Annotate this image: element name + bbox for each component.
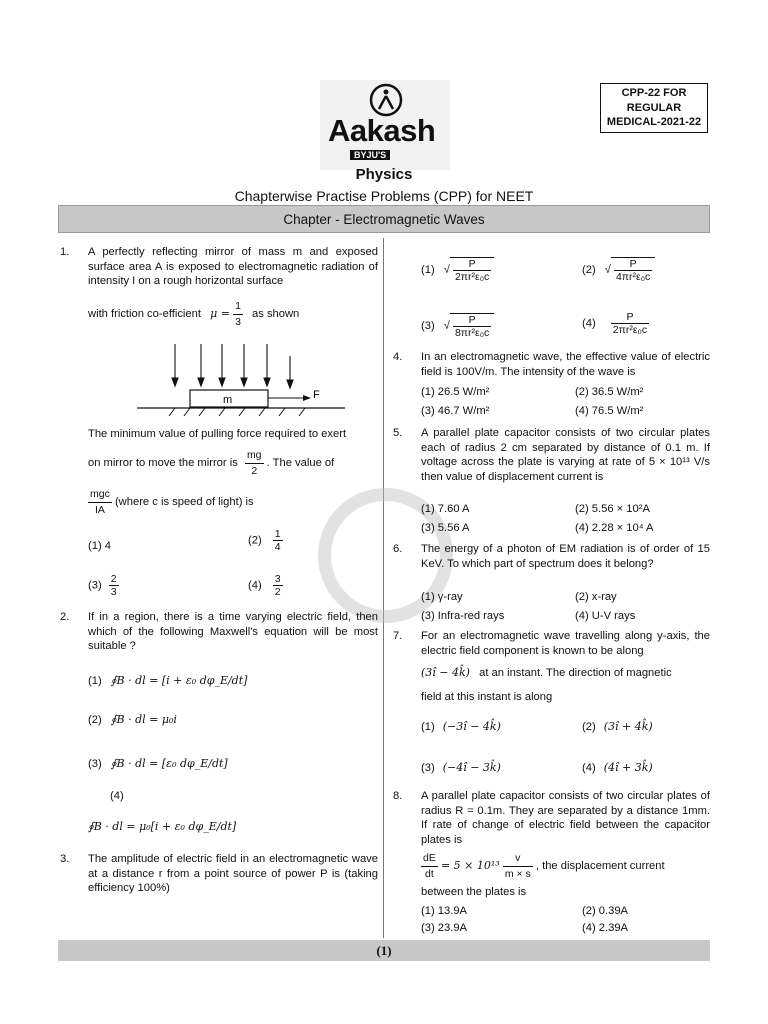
q7-text-line-b [421,666,710,681]
q1-text-f: . The value of [266,456,335,469]
aakash-logo-icon [369,83,403,117]
question-number: 7. [393,630,403,642]
page-subtitle: Chapterwise Practise Problems (CPP) for NEET [234,188,534,204]
option-2[interactable]: (2) $\frac{1}{4}$ [248,528,281,553]
option-4[interactable]: (4) (4î + 3k̂) [582,761,653,774]
q1-text-b: with friction co-efficient [88,307,201,320]
question-text: The amplitude of electric field in an electromagnetic wave at a distance r from a point source of power P is (taking efficiency 100%) [88,853,378,894]
option-3[interactable]: (3) Infra-red rays [421,610,505,622]
question-number: 5. [393,427,403,439]
question-text-line [88,299,378,329]
option-2[interactable]: (2) √ $\frac{P}{\text{4πr²ε₀c}}$ [582,257,655,283]
q1-text-d: The minimum value of pulling force required to exert [88,428,347,440]
diagram-force-label: F [313,389,320,401]
question-text: For an electromagnetic wave travelling along y-axis, the electric field component is known to be along [421,630,710,657]
question-text: The energy of a photon of EM radiation is of order of 15 KeV. To which part of spectrum does it belong? [421,543,710,570]
question-number: 4. [393,351,403,363]
page-number-bar: (1) [58,940,710,961]
chapter-bar: Chapter - Electromagnetic Waves [58,205,710,233]
option-1[interactable]: (1) (−3î − 4k̂) [421,720,501,733]
q8-equation-line [421,851,710,881]
fraction: $\frac{\text{mgc}}{IA}$ [90,488,110,516]
fraction: $\frac{1}{3}$ [235,300,241,328]
option-1[interactable]: (1) ∮B · dl = [i + ε₀ dφ_E/dt] [88,674,248,687]
cpp-line-2: REGULAR [626,101,682,114]
option-3[interactable]: (3) (−4î − 3k̂) [421,761,501,774]
option-4[interactable]: (4) 2.39A [582,922,629,934]
option-4[interactable]: (4) 2.28 × 10⁴ A [575,522,654,534]
option-4[interactable]: ∮B · dl = μ₀[i + ε₀ dφ_E/dt] [88,820,237,833]
q1-text-c: as shown [252,307,300,320]
q1-text-e: on mirror to move the mirror is [88,456,238,469]
option-3[interactable]: (3) 23.9A [421,922,468,934]
option-4[interactable]: (4) U-V rays [575,610,636,622]
option-1[interactable]: (1) 13.9A [421,905,468,917]
mu-symbol: μ = [210,306,230,320]
option-4[interactable]: (4) $\frac{3}{2}$ [248,573,281,598]
q7-text-c: field at this instant is along [421,691,553,703]
cpp-line-3: MEDICAL-2021-22 [606,116,702,128]
option-4[interactable]: (4) 76.5 W/m² [575,405,644,417]
option-2[interactable]: (2) x-ray [575,591,617,603]
q1-text-line-g [88,487,383,517]
byjus-badge: BYJU'S [350,150,390,160]
option-4[interactable]: (4) $\frac{P}{\text{2πr²ε₀c}}$ [582,311,648,336]
question-text: A parallel plate capacitor consists of two circular plates each of radius 2 cm separated by distance of 0.1 m. If voltage across the plate is varying at rate of 5 × 10¹³ V/s then value of displacement current is [421,427,710,483]
question-number: 1. [60,246,70,258]
question-number: 6. [393,543,403,555]
q7-text-b: at an instant. The direction of magnetic [479,667,672,679]
option-3[interactable]: (3) √ $\frac{P}{\text{8πr²ε₀c}}$ [421,313,494,339]
mirror-diagram [135,342,350,422]
option-1[interactable]: (1) 7.60 A [421,503,470,515]
fraction: $\frac{mg}{2}$ [246,449,262,477]
question-number: 2. [60,611,70,623]
option-3[interactable]: (3) 46.7 W/m² [421,405,490,417]
option-3[interactable]: (3) 5.56 A [421,522,470,534]
option-2[interactable]: (2) 36.5 W/m² [575,386,644,398]
question-text: A perfectly reflecting mirror of mass m and exposed surface area A is exposed to electromagnetic radiation of intensity I on a rough horizontal surface [88,246,378,287]
fraction: $\frac{dE}{dt}$ [423,852,436,880]
question-number: 8. [393,790,403,802]
q8-text-b: , the displacement current [535,859,665,872]
question-text: In an electromagnetic wave, the effective value of electric field is 100V/m. The intensity of the wave is [421,351,710,378]
fraction: $\frac{v}{m \times s}$ [504,852,531,880]
question-text: A parallel plate capacitor consists of two circular plates of radius R = 0.1m. They are separated by a distance 1mm. If rate of change of electric field between the capacitor plates is [421,790,710,846]
q1-text-g: (where c is speed of light) is [114,495,254,508]
option-4-label[interactable]: (4) [110,790,124,802]
option-3[interactable]: (3) ∮B · dl = [ε₀ dφ_E/dt] [88,757,228,770]
option-3[interactable]: (3) $\frac{2}{3}$ [88,573,117,598]
option-2[interactable]: (2) ∮B · dl = μ₀i [88,713,177,726]
cpp-line-1: CPP-22 FOR [621,87,687,99]
cpp-code-box [600,83,708,133]
option-1[interactable]: (1) √ $\frac{P}{\text{2πr²ε₀c}}$ [421,257,494,283]
vector-expression: (3î − 4k̂) [421,666,470,679]
logo-wordmark: Aakash [328,113,436,148]
diagram-mass-label: m [223,394,233,406]
option-1[interactable]: (1) 26.5 W/m² [421,386,490,398]
option-2[interactable]: (2) (3î + 4k̂) [582,720,653,733]
q8-equation: = 5 × 10¹³ [440,858,500,872]
subject-title: Physics [355,166,413,183]
option-1[interactable]: (1) 4 [88,540,112,552]
option-2[interactable]: (2) 0.39A [582,905,629,917]
question-number: 3. [60,853,70,865]
q1-text-line-e [88,448,383,478]
question-text: If in a region, there is a time varying electric field, then which of the following Maxwell's equation will be most suitable ? [88,611,378,652]
q8-text-c: between the plates is [421,886,527,898]
option-1[interactable]: (1) γ-ray [421,591,463,603]
option-2[interactable]: (2) 5.56 × 10²A [575,503,650,515]
